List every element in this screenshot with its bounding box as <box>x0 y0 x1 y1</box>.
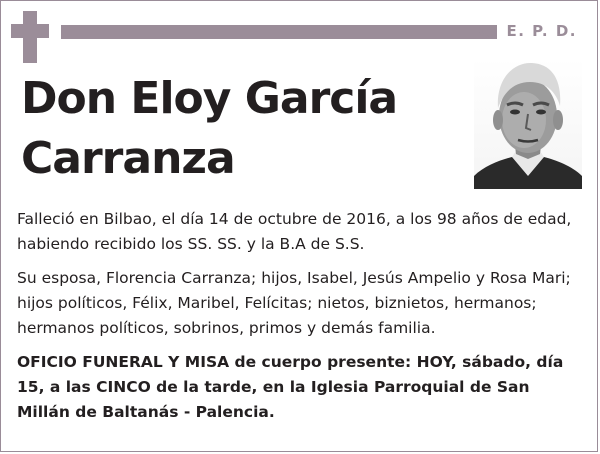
header-divider <box>61 25 497 39</box>
family-list: Su esposa, Florencia Carranza; hijos, Isabel, Jesús Ampelio y Rosa Mari; hijos políticos, Félix, Maribel, Felícitas; nietos, biznietos, hermanos; hermanos políticos, sobrinos, primos y demás familia. <box>17 269 571 337</box>
obituary-body <box>17 207 583 434</box>
cross-icon <box>11 11 49 63</box>
funeral-details: OFICIO FUNERAL Y MISA de cuerpo presente: HOY, sábado, día 15, a las CINCO de la tarde, en la Iglesia Parroquial de San Millán de Baltanás - Palencia. <box>17 353 564 421</box>
deceased-name: Don Eloy García Carranza <box>21 73 398 184</box>
qepd-label: Q. E. P. D. <box>478 22 577 40</box>
death-details: Falleció en Bilbao, el día 14 de octubre de 2016, a los 98 años de edad, habiendo recibido los SS. SS. y la B.A de S.S. <box>17 210 572 253</box>
deceased-photo <box>474 58 582 189</box>
